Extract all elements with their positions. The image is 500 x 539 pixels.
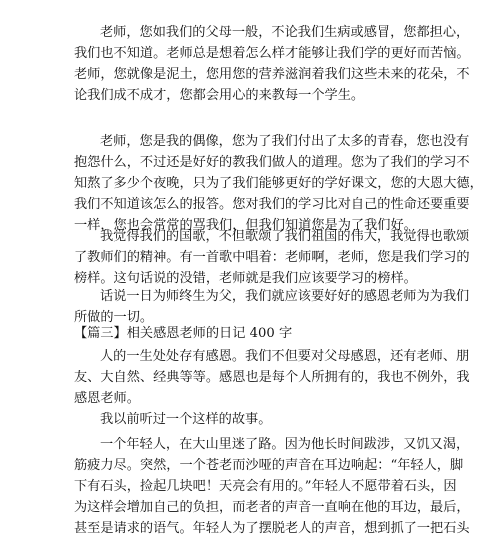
text-line: 我们也不知道。老师总是想着怎么样才能够让我们学的更好而苦恼。 xyxy=(74,46,470,61)
text-line: 话说一日为师终生为父，我们就应该要好好的感恩老师为为我们 xyxy=(100,289,470,304)
paragraph-5 xyxy=(74,346,470,409)
text-line: 所做的一切。 xyxy=(74,310,154,325)
paragraph-4 xyxy=(74,286,469,328)
text-line: 抱怨什么，不过还是好好的教我们做人的道理。您为了我们的学习不 xyxy=(74,155,470,170)
text-line: 榜样。这句话说的没错，老师就是我们应该要学习的榜样。 xyxy=(74,271,417,286)
text-line: 老师，您是我的偶像，您为了我们付出了太多的青春，您也没有 xyxy=(100,134,470,149)
text-line: 友、大自然、经典等等。感恩也是每个人所拥有的，我也不例外，我 xyxy=(74,370,470,385)
paragraph-7 xyxy=(74,434,470,539)
text-line: 筋疲力尽。突然，一个苍老而沙哑的声音在耳边响起：“年轻人，脚 xyxy=(74,458,464,473)
text-line: 一样，您也会常常的骂我们，但我们知道您是为了我们好。 xyxy=(74,218,417,233)
text-line: 老师，您如我们的父母一般，不论我们生病或感冒，您都担心， xyxy=(100,25,470,40)
text-line: 我们不知道该怎么的报答。您对我们的学习比对自己的性命还要重要 xyxy=(74,197,470,212)
text-line: 论我们成不成才，您都会用心的来教每一个学生。 xyxy=(74,88,365,103)
text-line: 感恩老师。 xyxy=(74,391,140,406)
text-line: 了教师们的精神。有一首歌中唱着：老师啊，老师，您是我们学习的 xyxy=(74,250,470,265)
text-line: 为这样会增加自己的负担，而老者的声音一直响在他的耳边，最后， xyxy=(74,500,470,515)
text-line: 我以前听过一个这样的故事。 xyxy=(100,412,272,427)
text-line: 老师，您就像是泥土，您用您的营养滋润着我们这些未来的花朵，不 xyxy=(74,67,470,82)
text-line: 人的一生处处存有感恩。我们不但要对父母感恩，还有老师、朋 xyxy=(100,349,470,364)
section-title: 【篇三】相关感恩老师的日记 400 字 xyxy=(74,326,293,341)
text-line: 甚至是请求的语气。年轻人为了摆脱老人的声音，想到抓了一把石头 xyxy=(74,521,470,536)
paragraph-2 xyxy=(74,131,483,236)
text-line: 下有石头，捡起几块吧！天亮会有用的。”年轻人不愿带着石头，因 xyxy=(74,479,457,494)
text-line: 一个年轻人，在大山里迷了路。因为他长时间跋涉，又饥又渴， xyxy=(100,437,470,452)
text-line: 我觉得我们的国歌，不但歌颂了我们祖国的伟大，我觉得也歌颂 xyxy=(100,229,470,244)
section-heading xyxy=(74,323,292,344)
paragraph-6 xyxy=(74,409,271,430)
paragraph-1 xyxy=(74,22,470,106)
paragraph-3 xyxy=(74,226,470,289)
text-line: 知熬了多少个夜晚，只为了我们能够更好的学好课文，您的大恩大德， xyxy=(74,176,483,191)
